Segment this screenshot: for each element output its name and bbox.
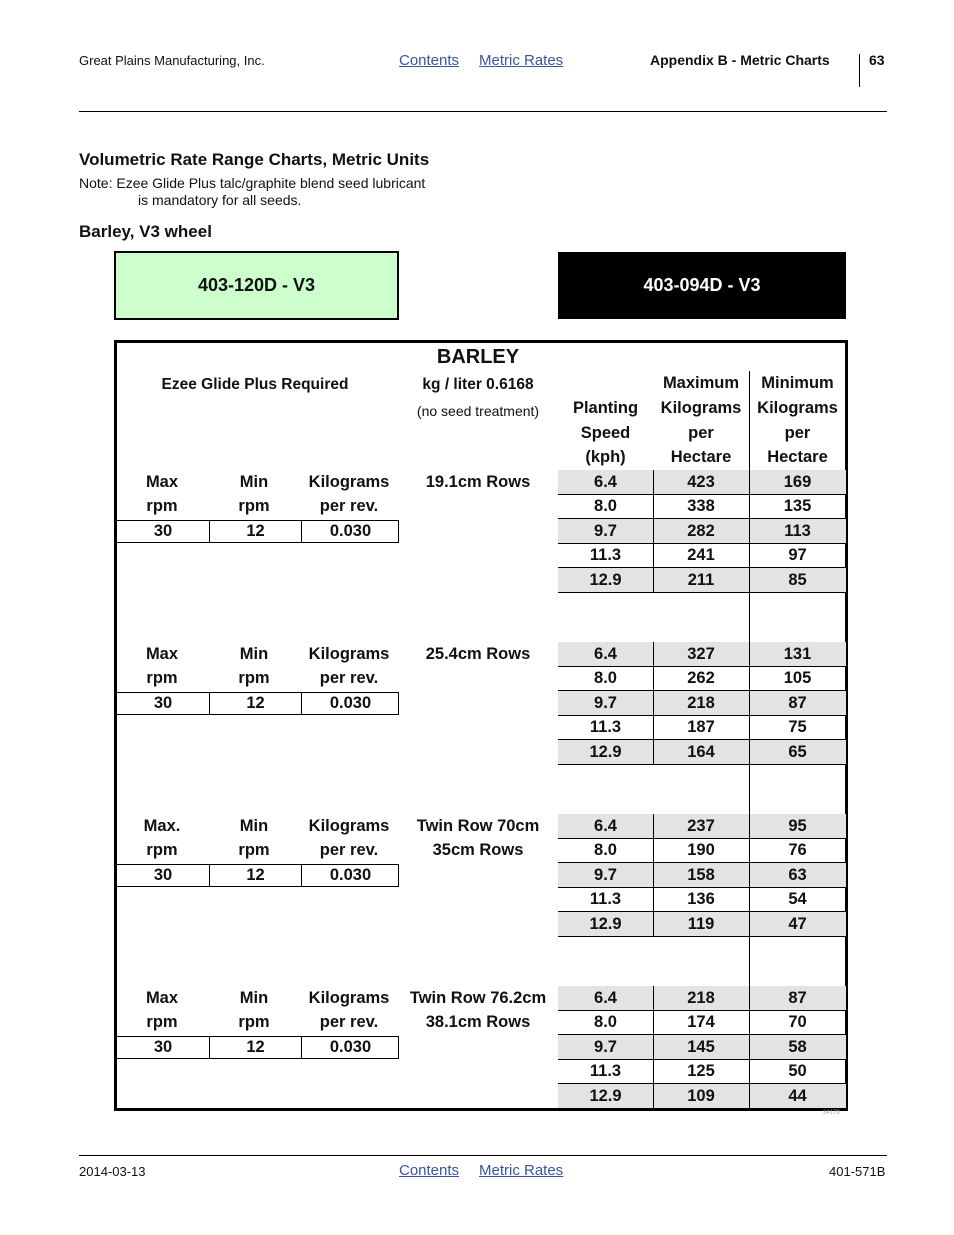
table-cell: 338 [687, 497, 715, 516]
rate-header: per rev. [319, 841, 379, 860]
table-cell: 6.4 [594, 989, 617, 1007]
table-cell: 211 [687, 570, 715, 589]
table-cell: 6.4 [594, 645, 617, 663]
table-cell: 9.7 [594, 521, 617, 540]
note-line-1: Note: Ezee Glide Plus talc/graphite blend seed lubricant [79, 175, 426, 191]
rate-header: Max [145, 473, 179, 491]
section-title: Volumetric Rate Range Charts, Metric Units [79, 150, 430, 169]
row-spacing-label: Twin Row 70cm [416, 817, 540, 835]
row-divider [558, 936, 846, 937]
table-cell: 12.9 [589, 742, 622, 761]
row-spacing-label: 38.1cm Rows [425, 1013, 531, 1032]
table-cell: 8.0 [594, 669, 617, 688]
table-cell: 218 [687, 989, 715, 1007]
table-cell: 327 [687, 645, 715, 663]
table-cell: 12.9 [589, 570, 622, 589]
table-cell: 63 [788, 865, 807, 884]
table-cell: 8.0 [594, 1013, 617, 1032]
table-cell: 12.9 [589, 914, 622, 933]
rate-value: 30 [153, 1037, 173, 1056]
table-cell: 54 [788, 890, 807, 909]
table-cell: 282 [687, 521, 715, 540]
rate-values-box [116, 864, 399, 887]
rate-header: Min [239, 473, 269, 491]
row-divider [558, 592, 846, 593]
table-cell: 174 [687, 1013, 715, 1032]
rate-header: Min [239, 645, 269, 663]
rate-value: 12 [209, 865, 301, 886]
doc-number: 401-571B [829, 1164, 886, 1179]
meter-box-green-label: 403-120D - V3 [197, 275, 316, 295]
table-cell: 76 [788, 841, 807, 860]
rate-value: 30 [153, 521, 173, 540]
row-spacing-label: 19.1cm Rows [425, 473, 531, 491]
table-cell: 187 [687, 718, 715, 737]
rate-header: Kilograms [308, 817, 390, 835]
rate-value: 30 [153, 865, 173, 884]
rate-header: Kilograms [308, 473, 390, 491]
row-spacing-label: Twin Row 76.2cm [409, 989, 547, 1007]
rate-value: 12 [209, 1037, 301, 1058]
table-cell: 237 [687, 817, 715, 835]
table-cell: 218 [687, 693, 715, 712]
col-max-header: Hectare [670, 448, 732, 466]
table-cell: 145 [687, 1037, 715, 1056]
company-name: Great Plains Manufacturing, Inc. [79, 53, 265, 68]
col-max-header: per [688, 424, 714, 442]
note-line-2: is mandatory for all seeds. [138, 192, 302, 208]
footer-date: 2014-03-13 [79, 1164, 146, 1179]
col-min-header: per [784, 424, 811, 442]
rate-value: 0.030 [301, 521, 399, 542]
table-cell: 11.3 [589, 546, 622, 565]
table-cell: 70 [788, 1013, 807, 1032]
col-max-header: Kilograms [660, 399, 742, 417]
col-max-header: Maximum [662, 374, 740, 392]
rate-header: rpm [146, 1013, 178, 1032]
rate-values-box [116, 692, 399, 715]
table-cell: 135 [783, 497, 812, 516]
rate-header: Max [145, 989, 179, 1007]
table-cell: 9.7 [594, 1037, 617, 1056]
crop-title: BARLEY [436, 346, 520, 368]
row-spacing-label: 35cm Rows [432, 841, 524, 860]
col-min-header: Hectare [767, 448, 828, 466]
table-cell: 125 [687, 1062, 715, 1081]
table-cell: 11.3 [589, 1062, 622, 1081]
treatment-label: (no seed treatment) [416, 403, 540, 419]
rate-header: rpm [146, 497, 178, 516]
table-cell: 423 [687, 473, 715, 491]
table-cell: 87 [788, 693, 807, 712]
table-cell: 113 [784, 521, 811, 540]
contents-link[interactable]: Contents [399, 52, 460, 69]
table-cell: 44 [788, 1086, 807, 1105]
col-speed-header: Speed [580, 424, 631, 442]
rate-value: 12 [209, 521, 301, 542]
table-cell: 6.4 [594, 473, 617, 491]
row-divider [558, 1108, 846, 1109]
rate-value: 0.030 [301, 1037, 399, 1058]
row-spacing-label: 25.4cm Rows [425, 645, 531, 663]
rate-header: rpm [238, 841, 270, 860]
figure-id: 34179 [823, 1110, 840, 1116]
table-cell: 241 [687, 546, 715, 565]
table-cell: 65 [788, 742, 807, 761]
table-cell: 131 [783, 645, 812, 663]
table-cell: 164 [687, 742, 715, 761]
footer-metric-rates-link[interactable]: Metric Rates [479, 1162, 564, 1179]
rate-value: 30 [153, 693, 173, 712]
row-divider [558, 764, 846, 765]
rate-header: Max. [143, 817, 181, 835]
rate-values-box [116, 520, 399, 543]
meter-box-black-label: 403-094D - V3 [643, 275, 761, 295]
table-cell: 85 [788, 570, 807, 589]
rate-values-box [116, 1036, 399, 1059]
rate-header: Kilograms [308, 989, 390, 1007]
footer-contents-link[interactable]: Contents [399, 1162, 460, 1179]
table-cell: 50 [788, 1062, 807, 1081]
col-min-header: Kilograms [757, 399, 838, 417]
section-subtitle: Barley, V3 wheel [79, 222, 212, 241]
rate-header: rpm [238, 497, 270, 516]
col-min-header: Minimum [761, 374, 834, 392]
rate-header: Max [145, 645, 179, 663]
metric-rates-link[interactable]: Metric Rates [479, 52, 564, 69]
page-number: 63 [869, 52, 885, 68]
table-cell: 190 [687, 841, 715, 860]
table-cell: 109 [687, 1086, 715, 1105]
rate-header: per rev. [319, 1013, 379, 1032]
table-cell: 105 [783, 669, 812, 688]
rate-header: per rev. [319, 669, 379, 688]
table-cell: 8.0 [594, 497, 617, 516]
table-cell: 169 [783, 473, 812, 491]
rate-value: 0.030 [301, 693, 399, 714]
table-cell: 75 [788, 718, 807, 737]
rate-header: Min [239, 817, 269, 835]
table-cell: 136 [687, 890, 715, 909]
rate-value: 12 [209, 693, 301, 714]
table-cell: 87 [788, 989, 807, 1007]
rate-header: rpm [146, 841, 178, 860]
rate-header: rpm [238, 1013, 270, 1032]
table-cell: 12.9 [589, 1086, 622, 1105]
ezee-label: Ezee Glide Plus Required [161, 376, 349, 393]
table-cell: 158 [687, 865, 715, 884]
rate-header: Min [239, 989, 269, 1007]
table-cell: 262 [687, 669, 715, 688]
table-cell: 9.7 [594, 693, 617, 712]
table-cell: 97 [788, 546, 807, 565]
table-cell: 8.0 [594, 841, 617, 860]
rate-value: 0.030 [301, 865, 399, 886]
table-cell: 47 [788, 914, 807, 933]
density-label: kg / liter 0.6168 [422, 376, 534, 393]
rate-header: Kilograms [308, 645, 390, 663]
table-cell: 9.7 [594, 865, 617, 884]
table-cell: 11.3 [589, 890, 622, 909]
col-speed-header: Planting [572, 399, 639, 417]
appendix-title: Appendix B - Metric Charts [650, 52, 830, 68]
table-cell: 6.4 [594, 817, 617, 835]
table-cell: 95 [788, 817, 807, 835]
table-cell: 119 [687, 914, 715, 933]
col-speed-header: (kph) [585, 448, 626, 466]
rate-header: per rev. [319, 497, 379, 516]
table-cell: 58 [788, 1037, 807, 1056]
rate-header: rpm [238, 669, 270, 688]
footer-rule [79, 1155, 887, 1156]
rate-header: rpm [146, 669, 178, 688]
table-cell: 11.3 [589, 718, 622, 737]
